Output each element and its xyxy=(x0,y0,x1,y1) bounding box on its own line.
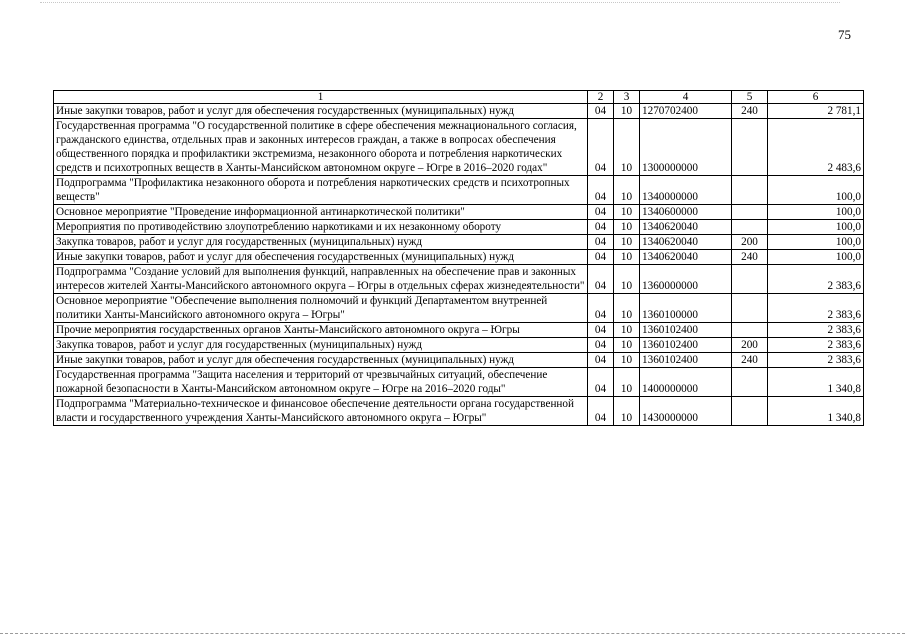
row-expense-type xyxy=(732,119,768,176)
row-name: Иные закупки товаров, работ и услуг для обеспечения государственных (муниципальных) нужд xyxy=(54,104,588,119)
row-subsection: 10 xyxy=(614,119,640,176)
row-expense-type xyxy=(732,176,768,205)
table-header-row xyxy=(54,91,864,104)
row-section: 04 xyxy=(588,353,614,368)
table-row xyxy=(54,176,864,205)
table-row xyxy=(54,265,864,294)
table-row xyxy=(54,294,864,323)
row-expense-type xyxy=(732,368,768,397)
row-section: 04 xyxy=(588,368,614,397)
row-name: Государственная программа "Защита населения и территорий от чрезвычайных ситуаций, обеспечение пожарной безопасности в Ханты-Мансийском автономном округе – Югре на 2016–2020 годы" xyxy=(54,368,588,397)
row-name: Подпрограмма "Профилактика незаконного оборота и потребления наркотических средств и психотропных веществ" xyxy=(54,176,588,205)
row-amount: 100,0 xyxy=(768,250,864,265)
row-target-article: 1360102400 xyxy=(640,338,732,353)
row-section: 04 xyxy=(588,265,614,294)
row-subsection: 10 xyxy=(614,338,640,353)
row-name: Основное мероприятие "Обеспечение выполнения полномочий и функций Департаментом внутренней политики Ханты-Мансийского автономного округа – Югры" xyxy=(54,294,588,323)
row-subsection: 10 xyxy=(614,368,640,397)
row-target-article: 1340620040 xyxy=(640,235,732,250)
row-subsection: 10 xyxy=(614,265,640,294)
row-subsection: 10 xyxy=(614,104,640,119)
row-subsection: 10 xyxy=(614,250,640,265)
row-amount: 2 383,6 xyxy=(768,338,864,353)
table-row xyxy=(54,250,864,265)
row-name: Прочие мероприятия государственных органов Ханты-Мансийского автономного округа – Югры xyxy=(54,323,588,338)
header-col-6: 6 xyxy=(768,91,864,104)
row-amount: 100,0 xyxy=(768,220,864,235)
table-row xyxy=(54,338,864,353)
row-name: Подпрограмма "Материально-техническое и финансовое обеспечение деятельности органа государственной власти и государственного учреждения Ханты-Мансийского автономного округа – Югры" xyxy=(54,397,588,426)
row-name: Подпрограмма "Создание условий для выполнения функций, направленных на обеспечение прав и законных интересов жителей Ханты-Мансийского автономного округа – Югры в отдельных сферах жизнедеятельности" xyxy=(54,265,588,294)
row-amount: 2 383,6 xyxy=(768,294,864,323)
row-amount: 2 383,6 xyxy=(768,265,864,294)
table-body xyxy=(54,104,864,426)
row-name: Государственная программа "О государственной политике в сфере обеспечения межнационального согласия, гражданского единства, отдельных прав и законных интересов граждан, а также в вопросах обеспечения общественного порядка и профилактики экстремизма, незаконного оборота и потребления наркотических средств и психотропных веществ в Ханты-Мансийском автономном округе – Югре в 2016–2020 годах" xyxy=(54,119,588,176)
table-row xyxy=(54,205,864,220)
page-number: 75 xyxy=(838,27,851,42)
header-col-5: 5 xyxy=(732,91,768,104)
row-section: 04 xyxy=(588,104,614,119)
row-amount: 100,0 xyxy=(768,235,864,250)
row-amount: 100,0 xyxy=(768,176,864,205)
scan-edge-top xyxy=(40,2,840,4)
header-col-4: 4 xyxy=(640,91,732,104)
row-expense-type xyxy=(732,205,768,220)
row-target-article: 1400000000 xyxy=(640,368,732,397)
row-amount: 2 781,1 xyxy=(768,104,864,119)
row-target-article: 1360100000 xyxy=(640,294,732,323)
row-expense-type: 240 xyxy=(732,104,768,119)
row-subsection: 10 xyxy=(614,323,640,338)
table-row xyxy=(54,368,864,397)
row-subsection: 10 xyxy=(614,353,640,368)
row-target-article: 1360000000 xyxy=(640,265,732,294)
row-expense-type xyxy=(732,265,768,294)
header-col-2: 2 xyxy=(588,91,614,104)
row-amount: 2 383,6 xyxy=(768,353,864,368)
row-expense-type: 240 xyxy=(732,353,768,368)
row-amount: 100,0 xyxy=(768,205,864,220)
row-section: 04 xyxy=(588,176,614,205)
row-expense-type xyxy=(732,323,768,338)
row-target-article: 1360102400 xyxy=(640,323,732,338)
row-section: 04 xyxy=(588,397,614,426)
row-name: Иные закупки товаров, работ и услуг для обеспечения государственных (муниципальных) нужд xyxy=(54,353,588,368)
row-section: 04 xyxy=(588,235,614,250)
row-subsection: 10 xyxy=(614,205,640,220)
table-row xyxy=(54,104,864,119)
row-amount: 1 340,8 xyxy=(768,368,864,397)
row-expense-type xyxy=(732,220,768,235)
row-expense-type: 200 xyxy=(732,338,768,353)
table-row xyxy=(54,323,864,338)
row-section: 04 xyxy=(588,119,614,176)
table-row xyxy=(54,235,864,250)
row-subsection: 10 xyxy=(614,176,640,205)
row-subsection: 10 xyxy=(614,235,640,250)
row-subsection: 10 xyxy=(614,220,640,235)
row-target-article: 1340600000 xyxy=(640,205,732,220)
row-section: 04 xyxy=(588,338,614,353)
row-amount: 2 383,6 xyxy=(768,323,864,338)
header-col-3: 3 xyxy=(614,91,640,104)
row-section: 04 xyxy=(588,205,614,220)
row-target-article: 1340000000 xyxy=(640,176,732,205)
row-target-article: 1360102400 xyxy=(640,353,732,368)
row-name: Закупка товаров, работ и услуг для государственных (муниципальных) нужд xyxy=(54,235,588,250)
table-row xyxy=(54,119,864,176)
row-expense-type: 200 xyxy=(732,235,768,250)
row-section: 04 xyxy=(588,294,614,323)
header-col-1: 1 xyxy=(54,91,588,104)
row-target-article: 1430000000 xyxy=(640,397,732,426)
budget-table xyxy=(53,90,864,426)
row-expense-type xyxy=(732,294,768,323)
row-amount: 1 340,8 xyxy=(768,397,864,426)
row-name: Иные закупки товаров, работ и услуг для обеспечения государственных (муниципальных) нужд xyxy=(54,250,588,265)
row-section: 04 xyxy=(588,220,614,235)
row-target-article: 1340620040 xyxy=(640,250,732,265)
row-amount: 2 483,6 xyxy=(768,119,864,176)
row-subsection: 10 xyxy=(614,294,640,323)
row-subsection: 10 xyxy=(614,397,640,426)
row-expense-type xyxy=(732,397,768,426)
row-name: Закупка товаров, работ и услуг для государственных (муниципальных) нужд xyxy=(54,338,588,353)
row-name: Основное мероприятие "Проведение информационной антинаркотической политики" xyxy=(54,205,588,220)
row-target-article: 1300000000 xyxy=(640,119,732,176)
row-section: 04 xyxy=(588,323,614,338)
row-expense-type: 240 xyxy=(732,250,768,265)
table-row xyxy=(54,397,864,426)
table-row xyxy=(54,220,864,235)
row-name: Мероприятия по противодействию злоупотреблению наркотиками и их незаконному обороту xyxy=(54,220,588,235)
row-target-article: 1270702400 xyxy=(640,104,732,119)
row-section: 04 xyxy=(588,250,614,265)
scan-edge-bottom xyxy=(0,633,905,635)
row-target-article: 1340620040 xyxy=(640,220,732,235)
table-row xyxy=(54,353,864,368)
